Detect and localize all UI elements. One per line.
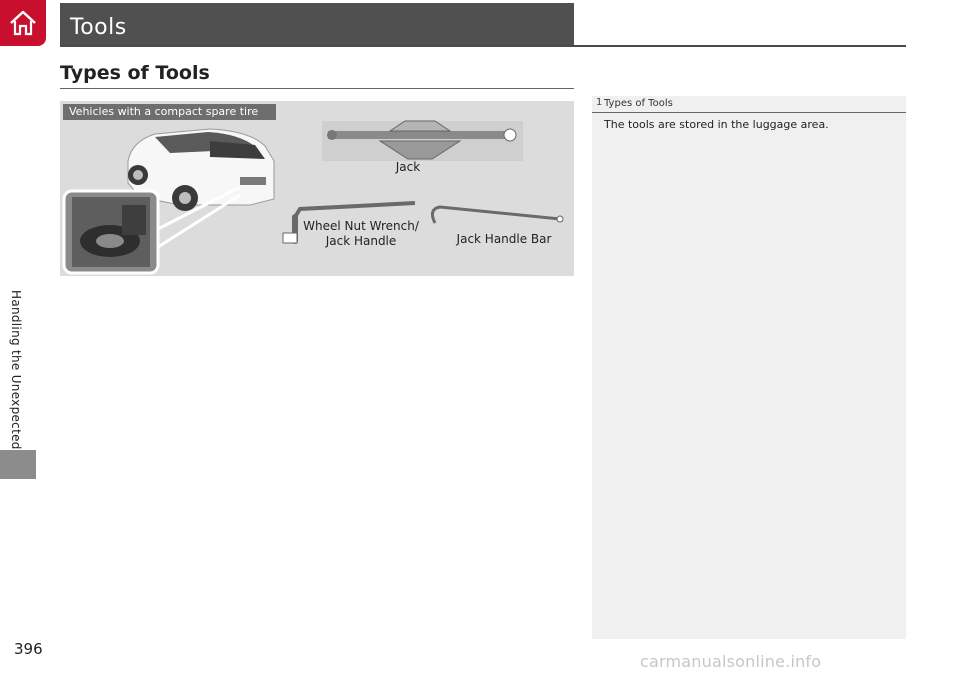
luggage-inset (64, 191, 158, 273)
section-header (60, 3, 574, 45)
tools-illustration (60, 101, 574, 276)
section-title: Tools (70, 15, 127, 40)
watermark: carmanualsonline.info (640, 652, 822, 671)
page-title: Types of Tools (60, 62, 210, 84)
figure-variant-tag: Vehicles with a compact spare tire (63, 104, 276, 120)
chapter-tab[interactable] (0, 450, 36, 479)
note-ref-icon: 1 (596, 97, 603, 108)
home-icon (8, 9, 38, 37)
home-button[interactable] (0, 0, 46, 46)
wrench-label-line2: Jack Handle (325, 234, 397, 248)
page-number: 396 (14, 640, 43, 658)
tools-figure (60, 101, 574, 276)
note-body: The tools are stored in the luggage area. (604, 118, 829, 131)
section-rule (60, 45, 906, 47)
sidebar-note (592, 96, 906, 639)
note-title[interactable]: Types of Tools (604, 98, 673, 109)
jack-handle-bar-illustration (432, 207, 563, 223)
chapter-label: Handling the Unexpected (9, 290, 23, 450)
heading-rule (60, 88, 574, 89)
wrench-label-line1: Wheel Nut Wrench/ (303, 219, 419, 233)
note-header (592, 96, 906, 113)
jack-illustration (322, 121, 523, 161)
jack-label: Jack (395, 160, 421, 174)
handle-bar-label: Jack Handle Bar (456, 232, 552, 246)
